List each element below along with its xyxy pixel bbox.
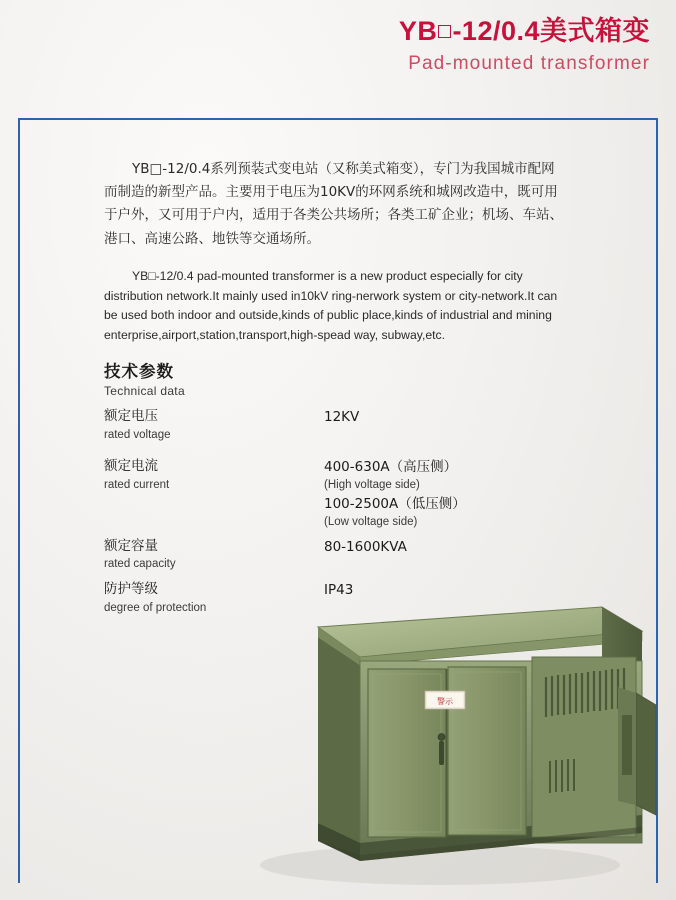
spec-value: 12KV xyxy=(324,409,360,425)
spec-row xyxy=(104,407,574,450)
spec-value-cell xyxy=(324,450,574,530)
product-photo xyxy=(250,565,662,895)
page-header xyxy=(399,18,650,73)
spec-label-cn: 额定电流 xyxy=(104,458,158,475)
spec-value-cell xyxy=(324,407,574,450)
spec-label-en: rated current xyxy=(104,478,170,491)
page-title-cn xyxy=(399,18,650,45)
technical-data-heading-en: Technical data xyxy=(104,384,185,398)
spec-label-en: rated capacity xyxy=(104,558,176,571)
square-placeholder-icon xyxy=(438,25,451,38)
svg-text:警示: 警示 xyxy=(437,697,453,706)
spec-label-cn: 额定容量 xyxy=(104,537,158,554)
spec-value-secondary-note: (Low voltage side) xyxy=(324,515,418,528)
spec-label-en: rated voltage xyxy=(104,428,171,441)
technical-data-heading-cn: 技术参数 xyxy=(104,362,174,381)
spec-value: 400-630A（高压侧） xyxy=(324,459,458,476)
side-panel-detail xyxy=(622,715,632,775)
warning-label-plate xyxy=(425,691,465,709)
door-handle xyxy=(439,741,444,765)
intro-paragraph-cn: YB□-12/0.4系列预装式变电站（又称美式箱变），专门为我国城市配网而制造的新型产品。主要用于电压为10KV的环网系统和城网改造中，既可用于户外，又可用于户内，适用于各类公共场所；各类工矿企业；机场、车站、港口、高速公路、地铁等交通场所。 xyxy=(104,161,563,247)
spec-value: 80-1600KVA xyxy=(324,538,407,555)
spec-label-cell xyxy=(104,407,324,450)
page-title-en: Pad-mounted transformer xyxy=(408,53,650,74)
spec-label-en: degree of protection xyxy=(104,601,207,614)
intro-text-block xyxy=(104,158,564,346)
spec-label-cn: 额定电压 xyxy=(104,408,158,424)
spec-value: IP43 xyxy=(324,582,354,599)
title-suffix: -12/0.4美式箱变 xyxy=(452,16,650,46)
side-enclosure xyxy=(636,693,656,815)
spec-label-cn: 防护等级 xyxy=(104,581,158,598)
spec-row xyxy=(104,450,574,530)
spec-label-cell xyxy=(104,450,324,530)
spec-value-note: (High voltage side) xyxy=(324,479,420,492)
spec-value-secondary: 100-2500A（低压侧） xyxy=(324,495,466,512)
title-prefix: YB xyxy=(398,16,438,46)
intro-paragraph-en: YB□-12/0.4 pad-mounted transformer is a new product especially for city distribution network.It mainly used in10kV ring-nerwork system or city-network.It can be used both indoor and outside,kinds of public place,kinds of industrial and mining enterprise,airport,station,transport,high-spead way, subway,etc. xyxy=(104,268,558,343)
